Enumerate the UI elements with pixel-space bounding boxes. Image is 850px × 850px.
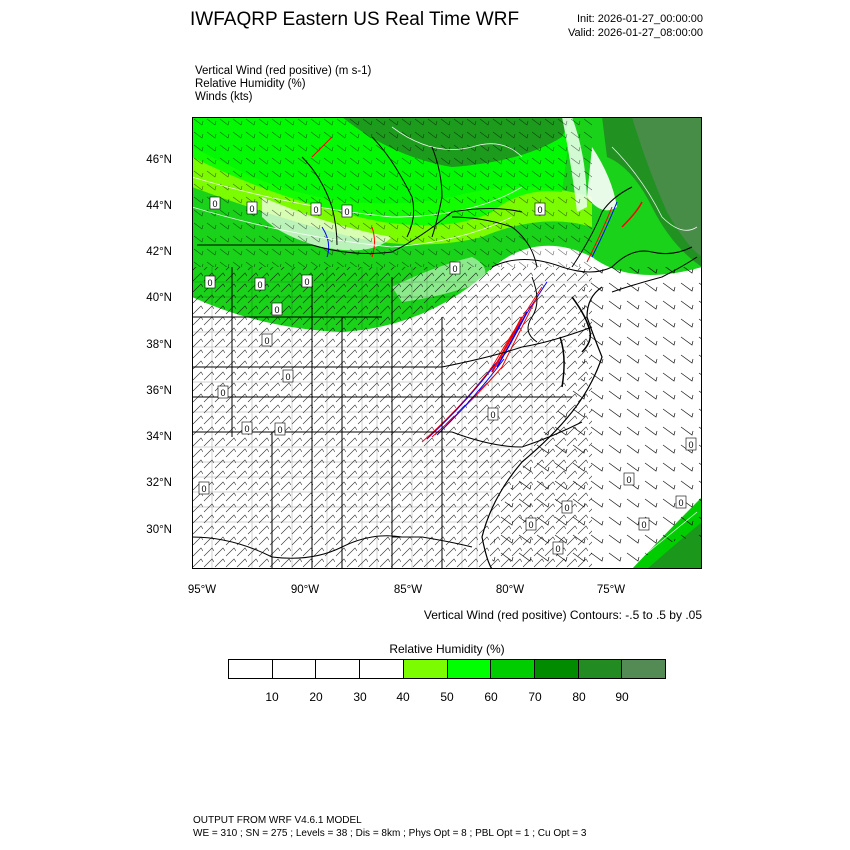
contour-info: Vertical Wind (red positive) Contours: -.5 to .5 by .05 [423, 608, 702, 622]
zero-contour-label: 0 [244, 424, 250, 434]
zero-contour-label: 0 [220, 388, 226, 398]
field-label-vertical-wind: Vertical Wind (red positive) (m s-1) [195, 65, 372, 77]
colorbar-label-80: 80 [572, 690, 586, 704]
zero-contour-label: 0 [490, 410, 496, 420]
chart-title: IWFAQRP Eastern US Real Time WRF [190, 9, 520, 30]
lat-label-44n: 44°N [146, 200, 172, 212]
lon-label-75w: 75°W [596, 584, 626, 596]
colorbar-label-20: 20 [309, 690, 323, 704]
valid-time: Valid: 2026-01-27_08:00:00 [568, 27, 703, 39]
colorbar-label-10: 10 [265, 690, 279, 704]
zero-contour-label: 0 [626, 475, 632, 485]
lon-label-95w: 95°W [187, 584, 217, 596]
colorbar-box [448, 660, 492, 678]
lat-label-34n: 34°N [146, 431, 172, 443]
field-label-winds: Winds (kts) [195, 91, 253, 103]
lat-label-46n: 46°N [146, 154, 172, 166]
colorbar-label-60: 60 [484, 690, 498, 704]
colorbar-box [491, 660, 535, 678]
colorbar-box [360, 660, 404, 678]
colorbar-label-70: 70 [528, 690, 542, 704]
colorbar-label-30: 30 [353, 690, 367, 704]
zero-contour-label: 0 [678, 498, 684, 508]
lat-label-32n: 32°N [146, 477, 172, 489]
zero-contour-label: 0 [277, 425, 283, 435]
map-panel [192, 117, 702, 569]
colorbar-box [404, 660, 448, 678]
colorbar-box [273, 660, 317, 678]
field-label-relative-humidity: Relative Humidity (%) [195, 78, 306, 90]
lon-label-80w: 80°W [495, 584, 525, 596]
zero-contour-label: 0 [264, 336, 270, 346]
footer-config-line: WE = 310 ; SN = 275 ; Levels = 38 ; Dis = 8km ; Phys Opt = 8 ; PBL Opt = 1 ; Cu Opt = 3 [193, 828, 587, 839]
zero-contour-label: 0 [555, 544, 561, 554]
init-time: Init: 2026-01-27_00:00:00 [577, 13, 703, 25]
zero-contour-label: 0 [688, 440, 694, 450]
lat-label-30n: 30°N [146, 524, 172, 536]
zero-contour-label: 0 [201, 484, 207, 494]
footer-model-line: OUTPUT FROM WRF V4.6.1 MODEL [193, 815, 362, 826]
zero-contour-label: 0 [452, 264, 458, 274]
zero-contour-label: 0 [207, 278, 213, 288]
zero-contour-label: 0 [274, 305, 280, 315]
zero-contour-label: 0 [537, 205, 543, 215]
zero-contour-label: 0 [285, 372, 291, 382]
colorbar-label-40: 40 [396, 690, 410, 704]
colorbar-label-50: 50 [440, 690, 454, 704]
colorbar [228, 659, 666, 679]
zero-contour-label: 0 [528, 520, 534, 530]
map-svg [192, 117, 702, 569]
zero-contour-label: 0 [212, 199, 218, 209]
zero-contour-label: 0 [313, 205, 319, 215]
zero-contour-label: 0 [257, 280, 263, 290]
colorbar-box [579, 660, 623, 678]
colorbar-box [535, 660, 579, 678]
colorbar-title: Relative Humidity (%) [389, 642, 505, 656]
lon-label-90w: 90°W [290, 584, 320, 596]
lat-label-42n: 42°N [146, 246, 172, 258]
zero-contour-label: 0 [344, 207, 350, 217]
zero-contour-label: 0 [564, 503, 570, 513]
lon-label-85w: 85°W [393, 584, 423, 596]
colorbar-box [229, 660, 273, 678]
colorbar-label-90: 90 [615, 690, 629, 704]
zero-contour-label: 0 [304, 277, 310, 287]
lat-label-40n: 40°N [146, 292, 172, 304]
zero-contour-label: 0 [249, 204, 255, 214]
colorbar-box [316, 660, 360, 678]
colorbar-box [622, 660, 665, 678]
zero-contour-label: 0 [641, 520, 647, 530]
lat-label-36n: 36°N [146, 385, 172, 397]
lat-label-38n: 38°N [146, 339, 172, 351]
